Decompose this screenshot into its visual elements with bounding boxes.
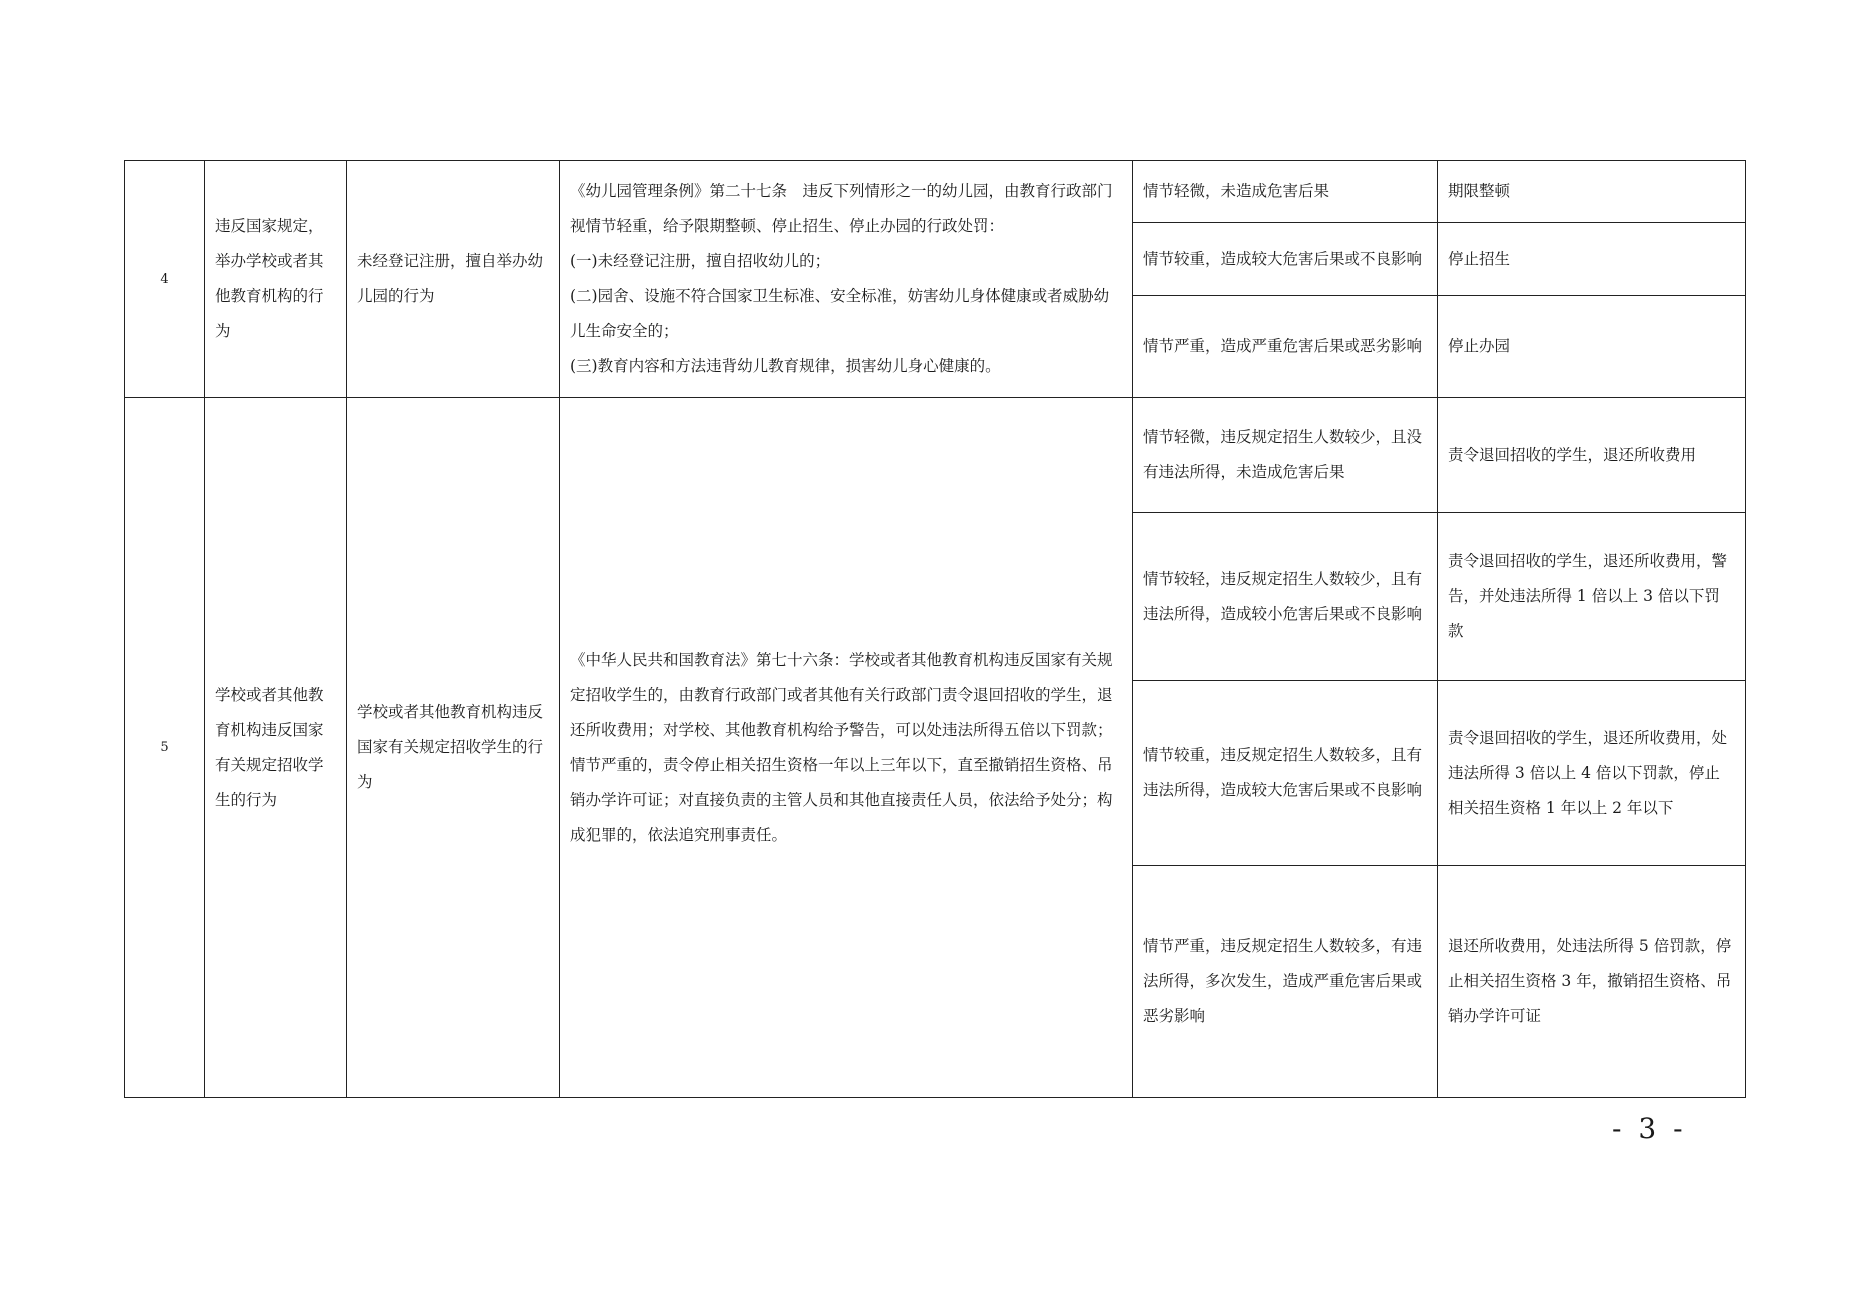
penalty-cell: 期限整顿	[1438, 161, 1746, 223]
penalty-cell: 停止招生	[1438, 223, 1746, 296]
penalty-standards-table	[124, 160, 1746, 1098]
situation-cell: 情节较重，违反规定招生人数较多，且有违法所得，造成较大危害后果或不良影响	[1133, 681, 1438, 866]
penalty-cell: 责令退回招收的学生，退还所收费用，处违法所得 3 倍以上 4 倍以下罚款，停止相关招生资格 1 年以上 2 年以下	[1438, 681, 1746, 866]
legal-basis-cell	[560, 398, 1133, 1098]
penalty-cell: 退还所收费用，处违法所得 5 倍罚款，停止相关招生资格 3 年，撤销招生资格、吊销办学许可证	[1438, 866, 1746, 1098]
behavior-cell: 未经登记注册，擅自举办幼儿园的行为	[347, 161, 560, 398]
legal-basis-paragraph: 《幼儿园管理条例》第二十七条 违反下列情形之一的幼儿园，由教育行政部门视情节轻重，给予限期整顿、停止招生、停止办园的行政处罚：	[570, 182, 1113, 235]
situation-cell: 情节严重，造成严重危害后果或恶劣影响	[1133, 296, 1438, 398]
violation-cell: 学校或者其他教育机构违反国家有关规定招收学生的行为	[205, 398, 347, 1098]
violation-cell: 违反国家规定，举办学校或者其他教育机构的行为	[205, 161, 347, 398]
situation-cell: 情节轻微，违反规定招生人数较少，且没有违法所得，未造成危害后果	[1133, 398, 1438, 513]
legal-basis-paragraph: (三)教育内容和方法违背幼儿教育规律，损害幼儿身心健康的。	[570, 357, 1001, 375]
row-number: 4	[125, 161, 205, 398]
penalty-cell: 责令退回招收的学生，退还所收费用	[1438, 398, 1746, 513]
penalty-cell: 停止办园	[1438, 296, 1746, 398]
penalty-cell: 责令退回招收的学生，退还所收费用，警告，并处违法所得 1 倍以上 3 倍以下罚款	[1438, 513, 1746, 681]
legal-basis-paragraph: (一)未经登记注册，擅自招收幼儿的；	[570, 252, 831, 270]
situation-cell: 情节较重，造成较大危害后果或不良影响	[1133, 223, 1438, 296]
behavior-cell: 学校或者其他教育机构违反国家有关规定招收学生的行为	[347, 398, 560, 1098]
table-row	[125, 161, 1746, 223]
legal-basis-cell	[560, 161, 1133, 398]
situation-cell: 情节严重，违反规定招生人数较多，有违法所得，多次发生，造成严重危害后果或恶劣影响	[1133, 866, 1438, 1098]
row-number: 5	[125, 398, 205, 1098]
page-number: - 3 -	[1612, 1112, 1687, 1145]
table-row	[125, 398, 1746, 513]
legal-basis-paragraph: 《中华人民共和国教育法》第七十六条：学校或者其他教育机构违反国家有关规定招收学生的，由教育行政部门或者其他有关行政部门责令退回招收的学生，退还所收费用；对学校、其他教育机构给予警告，可以处违法所得五倍以下罚款；情节严重的，责令停止相关招生资格一年以上三年以下，直至撤销招生资格、吊销办学许可证；对直接负责的主管人员和其他直接责任人员，依法给予处分；构成犯罪的，依法追究刑事责任。	[570, 650, 1113, 844]
legal-basis-paragraph: (二)园舍、设施不符合国家卫生标准、安全标准，妨害幼儿身体健康或者威胁幼儿生命安全的；	[570, 287, 1110, 340]
situation-cell: 情节轻微，未造成危害后果	[1133, 161, 1438, 223]
situation-cell: 情节较轻，违反规定招生人数较少，且有违法所得，造成较小危害后果或不良影响	[1133, 513, 1438, 681]
